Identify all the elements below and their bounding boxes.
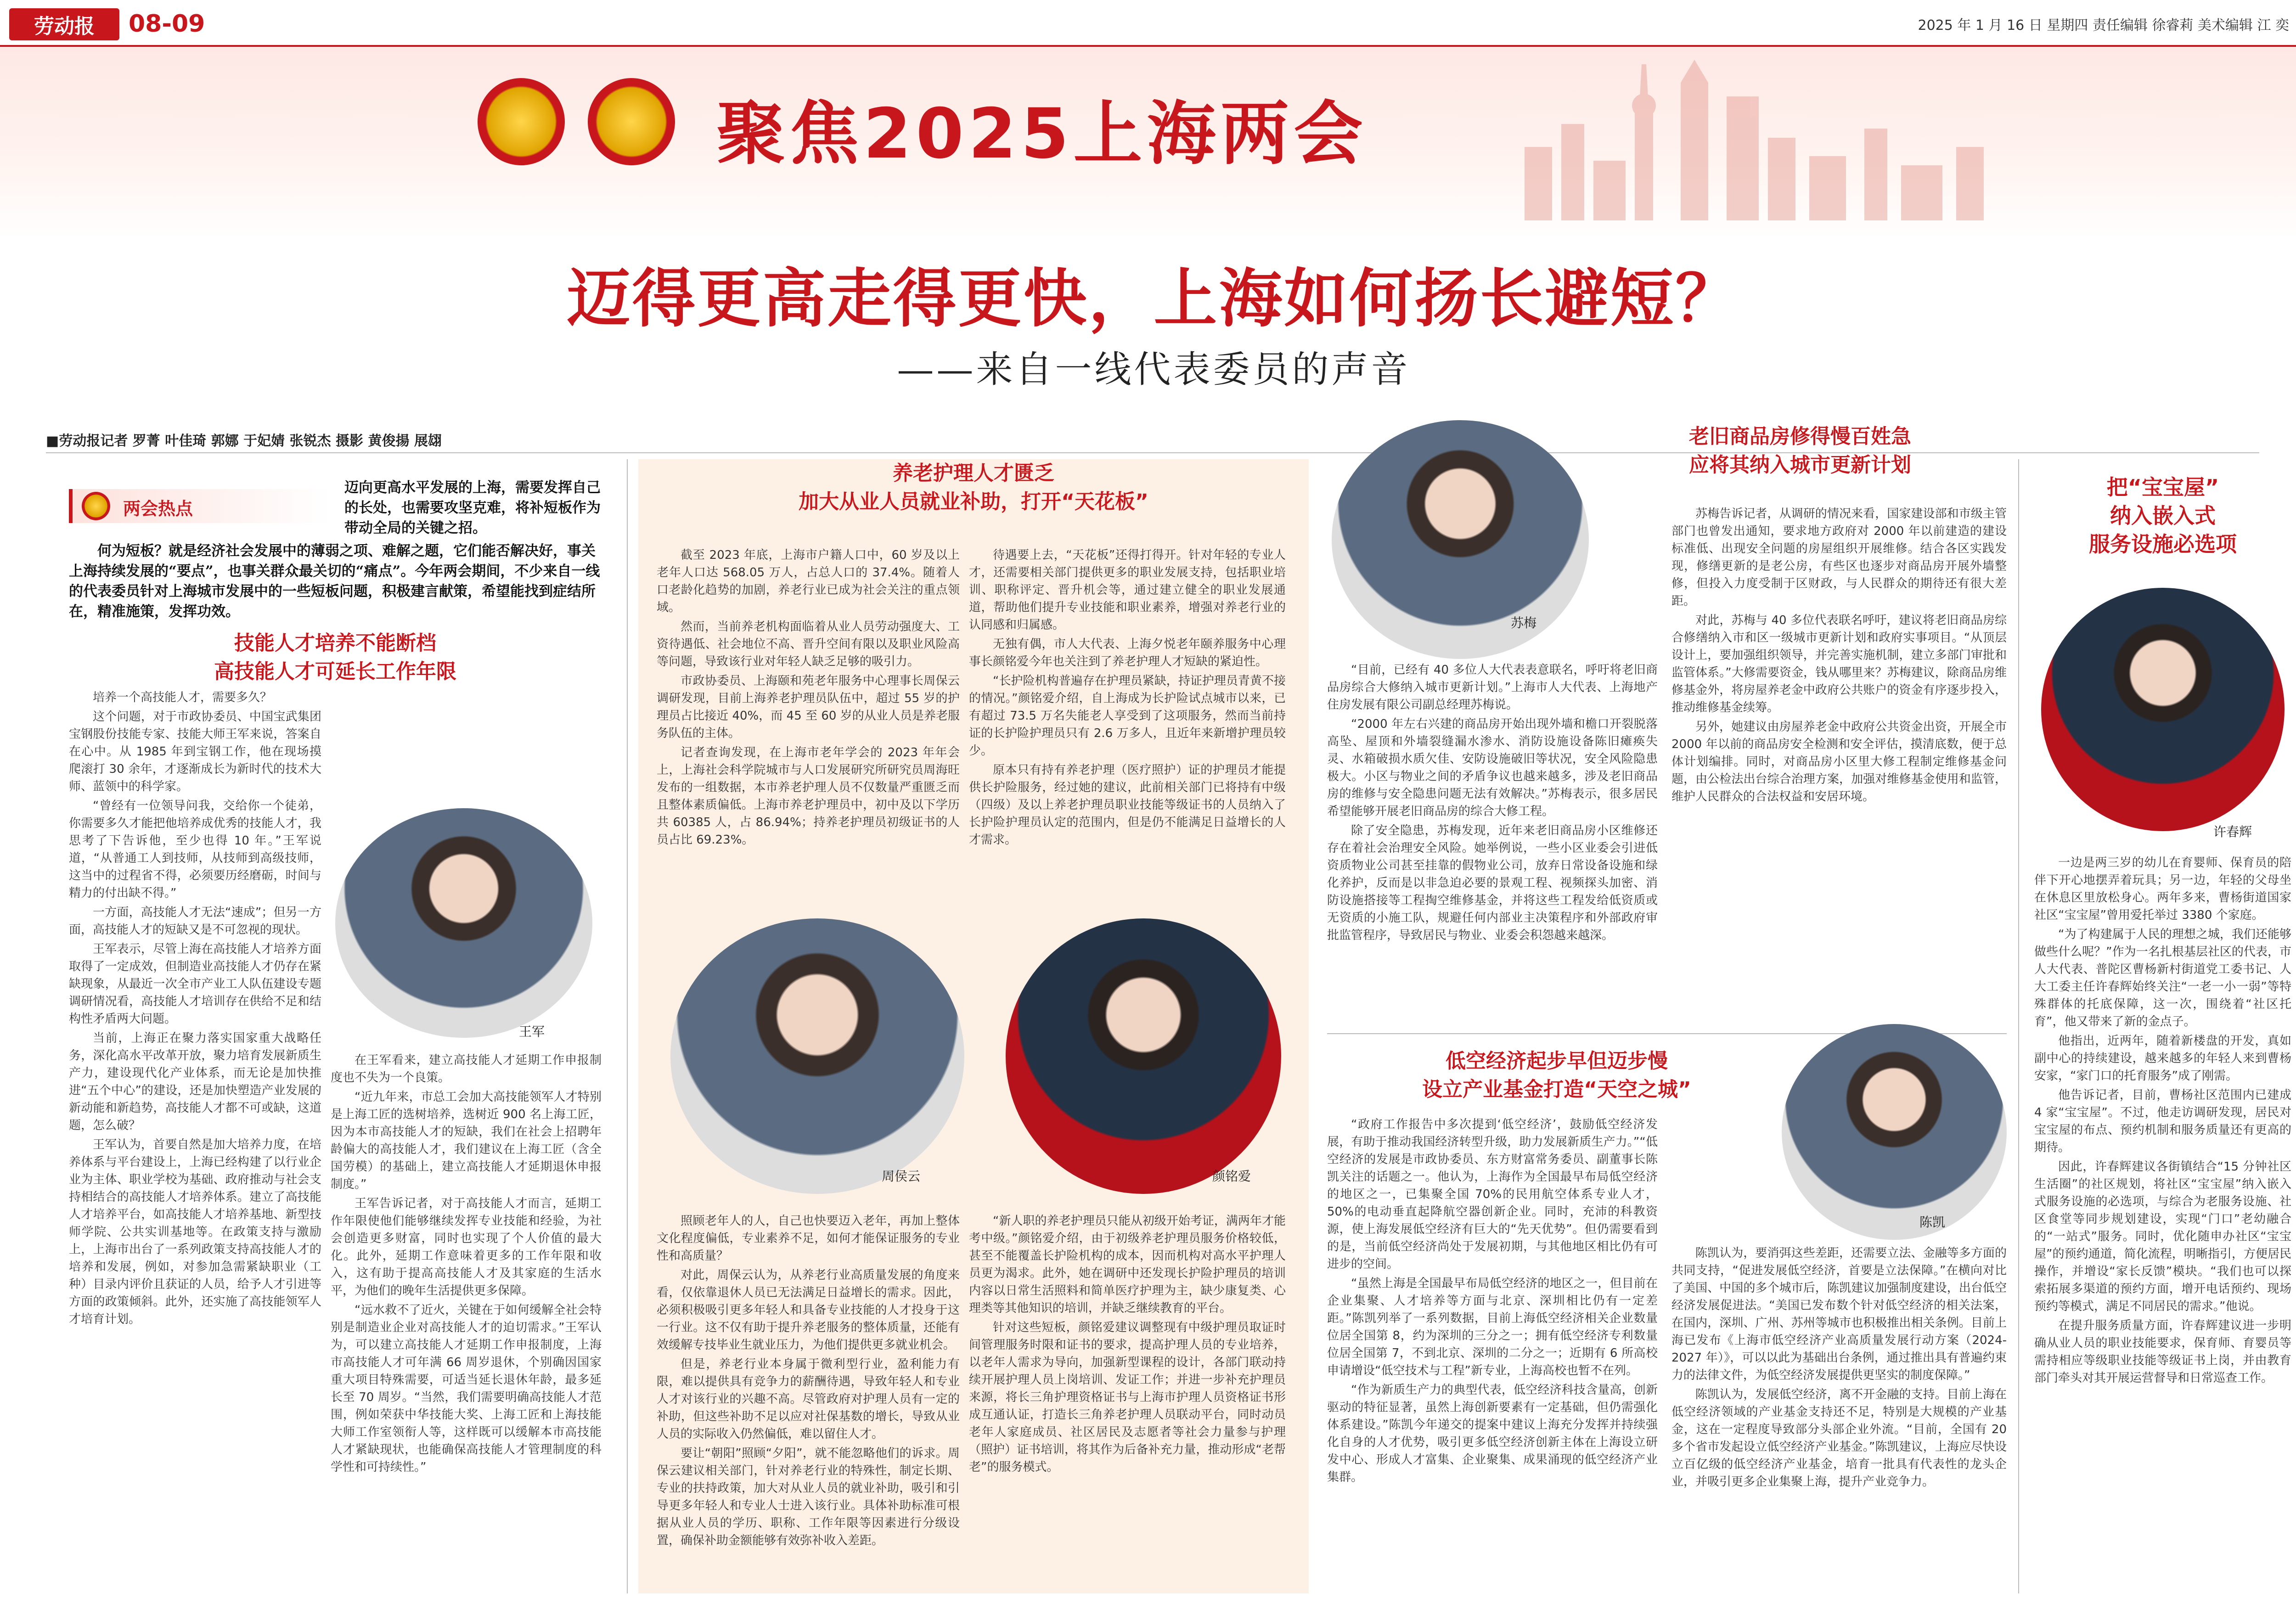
section-title-line: 老旧商品房修得慢百姓急 xyxy=(1689,425,1911,448)
section-body-skills-cont xyxy=(331,1052,602,1589)
paragraph: 王军告诉记者，对于高技能人才而言，延期工作年限使他们能够继续发挥专业技能和经验，为社会创造更多财富，同时也实现了个人价值的最大化。此外，延期工作意味着更多的工作年限和收入，这有助于提高高技能人才及其家庭的生活水平，为他们的晚年生活提供更多保障。 xyxy=(331,1197,602,1298)
section-body-skills xyxy=(69,689,321,1589)
photo-caption: 陈凯 xyxy=(1919,1215,1946,1230)
section-title-line: 高技能人才可延长工作年限 xyxy=(214,660,456,683)
paragraph: 一方面，高技能人才无法“速成”；但另一方面，高技能人才的短缺又是不可忽视的现状。 xyxy=(69,906,321,937)
section-body-lowaltitude-a xyxy=(1327,1116,1658,1589)
lead-paragraphs xyxy=(69,478,602,620)
paragraph: 他告诉记者，目前，曹杨社区范围内已建成 4 家“宝宝屋”。不过，他走访调研发现，居民对宝宝屋的布点、预约机制和服务质量还有更高的期待。 xyxy=(2034,1088,2291,1154)
section-title-line: 应将其纳入城市更新计划 xyxy=(1689,453,1911,477)
section-body-housing-a xyxy=(1327,661,1658,1024)
paragraph: 要让“朝阳”照顾“夕阳”，就不能忽略他们的诉求。周保云建议相关部门，针对养老行业的特殊性，制定长期、专业的扶持政策，加大对从业人员的就业补助，吸引和引导更多年轻人和专业人士进入该行业。具体补助标准可根据从业人员的学历、职称、工作年限等因素进行分级设置，确保补助金额能够有效弥补收入差距。 xyxy=(657,1446,960,1548)
paragraph: 对此，苏梅与 40 多位代表联名呼吁，建议将老旧商品房综合修缮纳入市和区一级城市更新计划和政府实事项目。“从顶层设计上，要加强组织领导，并完善实施机制，建立多部门审批和监管体系。”大修需要资金，钱从哪里来？苏梅建议，除商品房维修基金外，将房屋养老金中政府公共账户的资金有序逐步投入，推动维修基金续筹。 xyxy=(1671,613,2007,715)
newspaper-logo: 劳动报 xyxy=(9,8,119,40)
cppcc-emblem-icon xyxy=(588,78,675,165)
section-title-line: 服务设施必选项 xyxy=(2089,532,2237,557)
section-body-lowaltitude-b xyxy=(1671,1244,2007,1589)
paragraph: 但是，养老行业本身属于微利型行业，盈利能力有限，难以提供具有竞争力的薪酬待遇，导致年轻人和专业人才对该行业的兴趣不高。尽管政府对护理人员有一定的补助，但这些补助不足以应对社保基数的增长，导致从业人员的实际收入仍然偏低，难以留住人才。 xyxy=(657,1357,960,1441)
paragraph: “远水救不了近火，关键在于如何缓解全社会特别是制造业企业对高技能人才的迫切需求。”王军认为，可以建立高技能人才延期工作申报制度，上海市高技能人才可年满 66 周岁退休，个别确因国家重大项目特殊需要，可适当延长退休年龄，最多延长至 70 周岁。“当然，我们需要明确高技能人才范围，例如荣获中华技能大奖、上海工匠和上海技能大师工作室领衔人等，这样既可以缓解本市高技能人才紧缺现状，也能确保高技能人才管理制度的科学性和可持续性。” xyxy=(331,1303,602,1474)
paragraph: 当前，上海正在聚力落实国家重大战略任务，深化高水平改革开放，聚力培育发展新质生产力，建设现代化产业体系，而无论是加快推进“五个中心”的建设，还是加快塑造产业发展的新动能和新趋势，高技能人才都不可或缺，这道题，怎么破？ xyxy=(69,1031,321,1132)
page-number: 08-09 xyxy=(129,10,205,38)
paragraph: 王军表示，尽管上海在高技能人才培养方面取得了一定成效，但制造业高技能人才仍存在紧缺现象，从最近一次全市产业工人队伍建设专题调研情况看，高技能人才培训存在供给不足和结构性矛盾两大问题。 xyxy=(69,942,321,1026)
subheadline: ——来自一线代表委员的声音 xyxy=(897,348,1411,391)
paragraph: 除了安全隐患，苏梅发现，近年来老旧商品房小区维修还存在着社会治理安全风险。她举例说，一些小区业委会引进低资质物业公司甚至挂靠的假物业公司，放弃日常设备设施和绿化养护，反而是以非急迫必要的景观工程、视频探头加密、消防设施搭接等工程掏空维修基金，并将这些工程发给低资质或无资质的小施工队，规避任何内部业主决策程序和外部政府审批监管程序，导致居民与物业、业委会积怨越来越深。 xyxy=(1327,824,1658,942)
paragraph: 无独有偶，市人大代表、上海夕悦老年颐养服务中心理事长颜铭爱今年也关注到了养老护理人才短缺的紧迫性。 xyxy=(969,637,1286,669)
section-title-babyroom xyxy=(2030,473,2296,558)
banner-title: 聚焦2025上海两会 xyxy=(716,94,1367,174)
photo-caption: 颜铭爱 xyxy=(1212,1169,1251,1184)
photo-caption: 王军 xyxy=(519,1024,545,1039)
column-divider xyxy=(2018,459,2019,1593)
section-title-housing xyxy=(1593,422,2007,479)
tag-label: 两会热点 xyxy=(123,499,193,519)
headline: 迈得更高走得更快，上海如何扬长避短？ xyxy=(567,261,1741,336)
paragraph: 另外，她建议由房屋养老金中政府公共资金出资，开展全市 2000 年以前的商品房安全检测和安全评估，摸清底数，便于总体计划编排。同时，对商品房小区里大修工程制定维修基金问题，由公检法出台综合治理方案，加强对维修基金使用和监管，维护人民群众的合法权益和安居环境。 xyxy=(1671,720,2007,804)
paragraph: 然而，当前养老机构面临着从业人员劳动强度大、工资待遇低、社会地位不高、晋升空间有限以及职业风险高等问题，导致该行业对年轻人缺乏足够的吸引力。 xyxy=(657,620,960,669)
paragraph: 市政协委员、上海颐和苑老年服务中心理事长周保云调研发现，目前上海养老护理员队伍中，超过 55 岁的护理员占比接近 40%，而 45 至 60 岁的从业人员是养老服务队伍的主体。 xyxy=(657,674,960,740)
section-title-eldercare xyxy=(652,459,1295,516)
paragraph: 待遇要上去，“天花板”还得打得开。针对年轻的专业人才，还需要相关部门提供更多的职业发展支持，包括职业培训、职称评定、晋升机会等，通过建立健全的职业发展通道，帮助他们提升专业技能和职业素养，增强对养老行业的认同感和归属感。 xyxy=(969,548,1286,632)
lead-paragraph: 迈向更高水平发展的上海，需要发挥自己的长处，也需要攻坚克难，将补短板作为带动全局的关键之招。 xyxy=(344,479,601,536)
section-title-line: 纳入嵌入式 xyxy=(2110,503,2216,528)
section-body-housing-b xyxy=(1671,505,2007,1024)
paragraph: “长护险机构普遍存在护理员紧缺，持证护理员青黄不接的情况。”颜铭爱介绍，自上海成为长护险试点城市以来，已有超过 73.5 万名失能老人享受到了这项服务，然而当前持证的长护险护理员只有 2.6 万多人，且近年来新增护理员较少。 xyxy=(969,674,1286,758)
section-body-babyroom xyxy=(2034,854,2291,1589)
paragraph: 原本只有持有养老护理（医疗照护）证的护理员才能提供长护险服务，经过她的建议，此前相关部门已将持有中级（四级）及以上养老护理员职业技能等级证书的人员纳入了长护险护理员认定的范围内，但是仍不能满足日益增长的人才需求。 xyxy=(969,763,1286,847)
section-title-line: 养老护理人才匮乏 xyxy=(893,462,1054,485)
photo-wangjun xyxy=(335,808,592,1038)
section-title-line: 设立产业基金打造“天空之城” xyxy=(1422,1078,1691,1101)
paragraph: “政府工作报告中多次提到‘低空经济’，鼓励低空经济发展，有助于推动我国经济转型升级，助力发展新质生产力。”“低空经济的发展是市政协委员、东方财富常务委员、副董事长陈凯关注的话题之一。他认为，上海作为全国最早布局低空经济的地区之一，已集聚全国 70%的民用航空体系专业人才，50%的电动垂直起降航空器创新企业。同时，充沛的科教资源，使上海发展低空经济有巨大的“先天优势”。但仍需要看到的是，当前低空经济尚处于发展初期，与其他地区相比仍有可进步的空间。 xyxy=(1327,1118,1658,1271)
paragraph: 一边是两三岁的幼儿在育婴师、保育员的陪伴下开心地摆弄着玩具；另一边，年轻的父母坐在休息区里放松身心。两年多来，曹杨街道国家社区“宝宝屋”曾用爱托举过 3380 个家庭。 xyxy=(2034,856,2291,922)
paragraph: “新人职的养老护理员只能从初级开始考证，满两年才能考中级。”颜铭爱介绍，由于初级养老护理员服务价格较低，甚至不能覆盖长护险机构的成本，因而机构对高水平护理人员更为渴求。此外，她在调研中还发现长护险护理员的培训内容以日常生活照料和简单医疗护理为主，缺少康复类、心理类等其他知识的培训，并缺乏继续教育的平台。 xyxy=(969,1214,1286,1315)
skyline-illustration xyxy=(1469,55,2204,220)
paragraph: 针对这些短板，颜铭爱建议调整现有中级护理员取证时间管理服务时限和证书的要求，提高护理人员的专业培养，以老年人需求为导向，加强新型课程的设计，各部门联动持续开展护理人员上岗培训、发证工作；并进一步补充护理员来源，将长三角护理资格证书与上海市护理人员资格证书形成互通认证，打造长三角养老护理人员联动平台，同时动员老年人家庭成员、社区居民及志愿者等社会力量参与护理（照护）证书培训，将其作为后备补充力量，推动形成“老帮老”的服务模式。 xyxy=(969,1321,1286,1474)
photo-caption: 周侯云 xyxy=(882,1169,921,1184)
lead-paragraph: 何为短板？就是经济社会发展中的薄弱之项、难解之题，它们能否解决好，事关上海持续发展的“要点”，也事关群众最关切的“痛点”。今年两会期间，不少来自一线的代表委员针对上海城市发展中的一些短板问题，积极建言献策，希望能找到症结所在，精准施策，发挥功效。 xyxy=(69,543,600,620)
byline: ■劳动报记者 罗菁 叶佳琦 郭娜 于妃婧 张锐杰 摄影 黄俊揚 展翃 xyxy=(46,433,442,449)
paragraph: 陈凯认为，要消弭这些差距，还需要立法、金融等多方面的共同支持，“促进发展低空经济，首要是立法保障。”在横向对比了美国、中国的多个城市后，陈凯建议加强制度建设，出台低空经济发展促进法。“美国已发布数个针对低空经济的相关法案，在国内，深圳、广州、苏州等城市也积极推出相关条例。目前上海已发布《上海市低空经济产业高质量发展行动方案（2024-2027 年）》，可以以此为基础出台条例，通过推出具有普遍约束力的法律文件，为低空经济发展提供更坚实的制度保障。” xyxy=(1671,1246,2007,1382)
section-body-eldercare-d xyxy=(969,1212,1286,1589)
paragraph: 对此，周保云认为，从养老行业高质量发展的角度来看，仅依靠退休人员已无法满足日益增长的需求。因此，必须积极吸引更多年轻人和具备专业技能的人才投身于这一行业。这不仅有助于提升养老服务的整体质量，还能有效缓解专技毕业生就业压力，为他们提供更多就业机会。 xyxy=(657,1268,960,1352)
paragraph: 截至 2023 年底，上海市户籍人口中，60 岁及以上老年人口达 568.05 万人，占总人口的 37.4%。随着人口老龄化趋势的加剧，养老行业已成为社会关注的重点领域。 xyxy=(657,548,960,614)
photo-zhouhouyun xyxy=(670,918,964,1194)
paragraph: “曾经有一位领导问我，交给你一个徒弟，你需要多久才能把他培养成优秀的技能人才，我思考了下告诉他，至少也得 10 年。”王军说道，“从普通工人到技师，从技师到高级技师，这当中的过程省不得，必须要历经磨砺，时间与精力的付出缺不得。” xyxy=(69,799,321,900)
paragraph: “目前，已经有 40 多位人大代表表意联名，呼吁将老旧商品房综合大修纳入城市更新计划。”上海市人大代表、上海地产住房发展有限公司副总经理苏梅说。 xyxy=(1327,663,1658,712)
paragraph: 他指出，近两年，随着新楼盘的开发，真如副中心的持续建设，越来越多的年轻人来到曹杨安家，“家门口的托育服务”成了刚需。 xyxy=(2034,1034,2291,1083)
section-title-line: 加大从业人员就业补助，打开“天花板” xyxy=(799,490,1148,513)
column-divider xyxy=(627,459,628,1593)
national-emblem-icon xyxy=(478,78,565,165)
section-title-skills xyxy=(69,629,602,686)
section-body-eldercare-a xyxy=(657,546,960,905)
section-body-eldercare-b xyxy=(969,546,1286,905)
section-title-lowaltitude xyxy=(1327,1047,1786,1104)
paragraph: “近九年来，市总工会加大高技能领军人才特别是上海工匠的选树培养，选树近 900 名上海工匠，因为本市高技能人才的短缺，我们在社会上招聘年龄偏大的高技能人才，我们建议在上海工匠（含全国劳模）的基础上，建立高技能人才延期退休申报制度。” xyxy=(331,1090,602,1191)
paragraph: “为了构建属于人民的理想之城，我们还能够做些什么呢？”作为一名扎根基层社区的代表，市人大代表、普陀区曹杨新村街道党工委书记、人大工委主任许春辉始终关注“一老一小一弱”等特殊群体的托底保障，这一次，围绕着“社区托育”，他又带来了新的金点子。 xyxy=(2034,928,2291,1029)
paragraph: 照顾老年人的人，自己也快要迈入老年，再加上整体文化程度偏低，专业素养不足，如何才能保证服务的专业性和高质量？ xyxy=(657,1214,960,1263)
paragraph: 这个问题，对于市政协委员、中国宝武集团宝钢股份技能专家、技能大师王军来说，答案自在心中。从 1985 年到宝钢工作，他在现场摸爬滚打 30 余年，才逐渐成长为新时代的技术大师、蓝领中的科学家。 xyxy=(69,710,321,794)
paragraph: “作为新质生产力的典型代表，低空经济科技含量高，创新驱动的特征显著，虽然上海创新要素有一定基础，但仍需强化体系建设。”陈凯今年递交的提案中建议上海充分发挥并持续强化自身的人才优势，吸引更多低空经济创新主体在上海设立研发中心、形成人才富集、企业聚集、成果涌现的低空经济产业集群。 xyxy=(1327,1383,1658,1484)
paragraph: 在提升服务质量方面，许春辉建议进一步明确从业人员的职业技能要求，保育师、育婴员等需持相应等级职业技能等级证书上岗，并由教育部门牵头对其开展运营督导和日常巡查工作。 xyxy=(2034,1319,2291,1385)
photo-caption: 苏梅 xyxy=(1511,615,1537,630)
photo-yanmingai xyxy=(1006,918,1281,1194)
section-title-line: 把“宝宝屋” xyxy=(2106,475,2219,500)
dateline: 2025 年 1 月 16 日 星期四 责任编辑 徐睿莉 美术编辑 江 奕 xyxy=(1918,17,2289,34)
photo-chenkai xyxy=(1782,1024,2007,1240)
paragraph: 在王军看来，建立高技能人才延期工作申报制度也不失为一个良策。 xyxy=(331,1053,602,1085)
paragraph: “虽然上海是全国最早布局低空经济的地区之一，但目前在企业集聚、人才培养等方面与北京、深圳相比仍有一定差距。”陈凯列举了一系列数据，目前上海低空经济相关企业数量位居全国第 8，约为深圳的三分之一；拥有低空经济专利数量位居全国第 7，不到北京、深圳的二分之一；近期有 6 所高校申请增设“低空技术与工程”新专业，上海高校也暂不在列。 xyxy=(1327,1277,1658,1378)
photo-sumei xyxy=(1332,420,1589,659)
paragraph: 记者查询发现，在上海市老年学会的 2023 年年会上，上海社会科学院城市与人口发展研究所研究员周海旺发布的一组数据，本市养老护理人员不仅数量严重匮乏而且整体素质偏低。上海市养老护理员中，初中及以下学历共 60385 人，占 86.94%；持养老护理员初级证书的人员占比 69.23%。 xyxy=(657,746,960,847)
paragraph: 培养一个高技能人才，需要多久？ xyxy=(93,691,272,704)
paragraph: 陈凯认为，发展低空经济，离不开金融的支持。目前上海在低空经济领域的产业基金支持还不足，特别是大规模的产业基金，这在一定程度导致部分头部企业外流。“目前，全国有 20 多个省市发起设立低空经济产业基金。”陈凯建议，上海应尽快设立百亿级的低空经济产业基金，培育一批具有代表性的龙头企业，并吸引更多企业集聚上海，提升产业竞争力。 xyxy=(1671,1388,2007,1489)
paragraph: 王军认为，首要自然是加大培养力度，在培养体系与平台建设上，上海已经构建了以行业企业为主体、职业学校为基础、政府推动与社会支持相结合的高技能人才培养体系。建立了高技能人才培养平台，如高技能人才培养基地、新型技师学院、公共实训基地等。在政策支持与激励上，上海市出台了一系列政策支持高技能人才的培养和发展，例如，对参加急需紧缺职业（工种）目录内评价且获证的人员，给予人才引进等方面的政策倾斜。此外，还实施了高技能领军人才培育计划。 xyxy=(69,1138,321,1326)
section-title-line: 技能人才培养不能断档 xyxy=(234,631,436,655)
photo-xuchunhui xyxy=(2041,588,2285,831)
photo-caption: 许春辉 xyxy=(2213,824,2252,839)
section-title-line: 低空经济起步早但迈步慢 xyxy=(1446,1049,1668,1073)
paragraph: “2000 年左右兴建的商品房开始出现外墙和檐口开裂脱落高坠、屋顶和外墙裂缝漏水渗水、消防设施设备陈旧瘫痪失灵、水箱破损水质欠佳、安防设施破旧等状况，安全风险隐患极大。小区与物业之间的矛盾争议也越来越多，涉及老旧商品房的维修与安全隐患问题无法有效解决。”苏梅表示，很多居民希望能够开展老旧商品房的综合大修工程。 xyxy=(1327,717,1658,818)
paragraph: 苏梅告诉记者，从调研的情况来看，国家建设部和市级主管部门也曾发出通知，要求地方政府对 2000 年以前建造的建设标准低、出现安全问题的房屋组织开展维修。结合各区实践发现，修缮更新的是老公房，有些区也逐步对商品房开展外墙整修，但投入力度受制于区财政，与人民群众的期待还有很大差距。 xyxy=(1671,507,2007,608)
paragraph: 因此，许春辉建议各街镇结合“15 分钟社区生活圈”的社区规划，将社区“宝宝屋”纳入嵌入式服务设施的必选项，与综合为老服务设施、社区食堂等同步规划建设，实现“门口”老幼融合的“一站式”服务。同时，优化随申办社区“宝宝屋”的预约通道，简化流程，明晰指引，方便居民操作，并增设“家长反馈”模块。“我们也可以探索拓展多渠道的预约方面，增开电话预约、现场预约等模式，满足不同居民的需求。”他说。 xyxy=(2034,1160,2291,1313)
section-body-eldercare-c xyxy=(657,1212,960,1589)
